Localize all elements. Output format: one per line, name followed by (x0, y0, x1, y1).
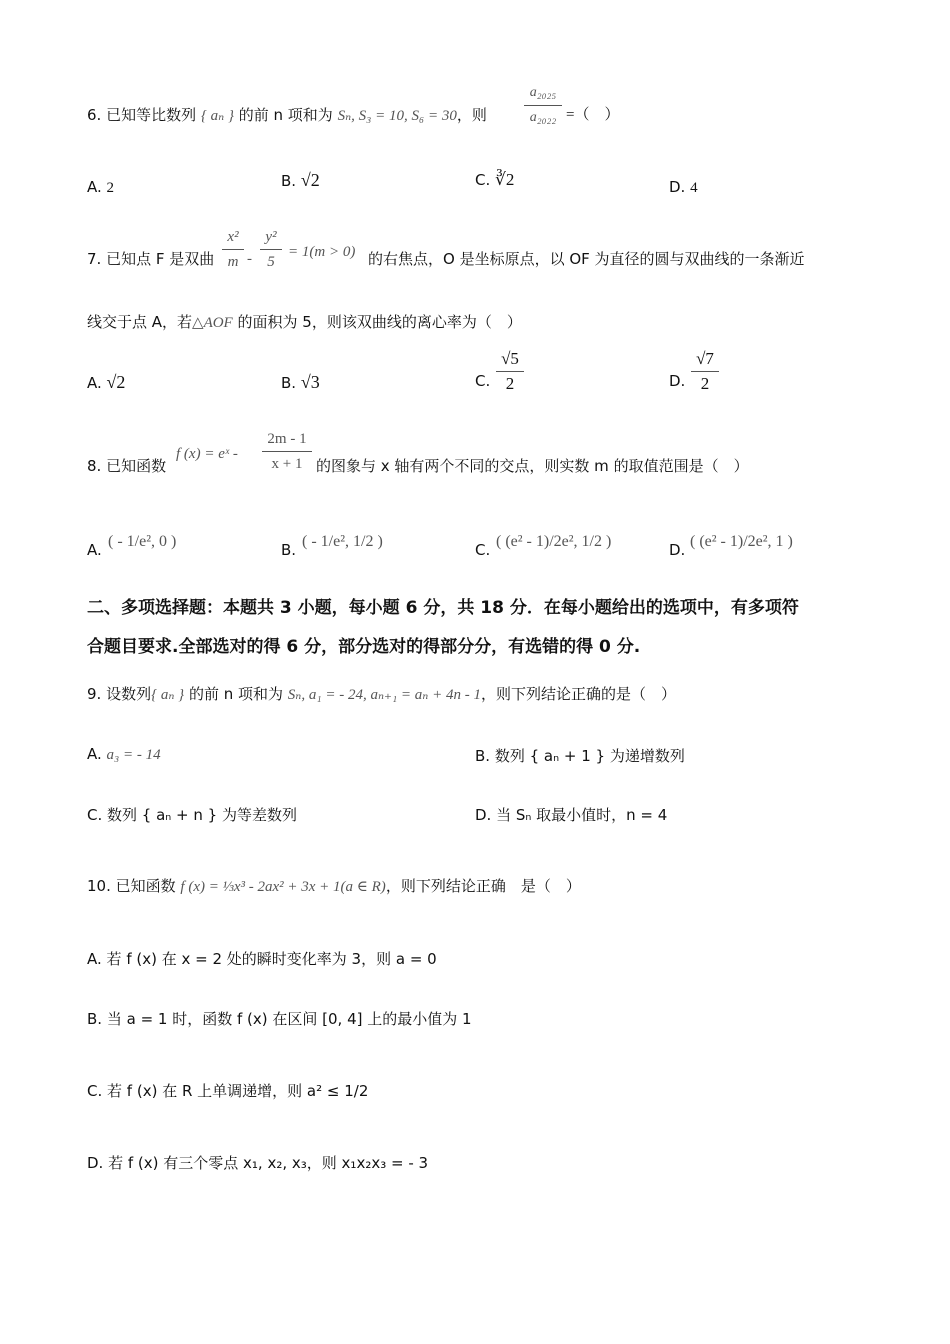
q9-c-label: C. (87, 806, 103, 824)
q7-option-d[interactable] (669, 372, 685, 390)
q8-frac-den: x + 1 (271, 456, 303, 472)
q8-rest: 的图象与 x 轴有两个不同的交点，则实数 m 的取值范围是（ ） (316, 457, 749, 475)
q10-rest: ，则下列结论正确 是（ ） (385, 877, 581, 895)
q10-a-label: A. (87, 950, 102, 968)
q6-mid: 的前 n 项和为 (238, 106, 333, 124)
q7-rest: 的右焦点，O 是坐标原点，以 OF 为直径的圆与双曲线的一条渐近 (368, 250, 805, 268)
q9-b-label: B. (475, 747, 491, 765)
q6-d-label: D. (669, 178, 686, 196)
q9-option-b[interactable] (475, 745, 685, 766)
q7-b-label: B. (281, 374, 297, 392)
q9-d-label: D. (475, 806, 492, 824)
q8-frac (262, 430, 312, 473)
q7-frac-b-num: y² (265, 229, 277, 245)
q8-c-value: ( (e² - 1)/2e², 1/2 ) (496, 533, 612, 550)
q9-a-value: a₃ = - 14 (106, 747, 161, 763)
q9-mid: 的前 n 项和为 (188, 685, 283, 703)
q10-option-b[interactable] (87, 1008, 472, 1029)
q6-frac-bar (524, 105, 562, 106)
q9-cond: Sₙ, a₁ = - 24, aₙ₊₁ = aₙ + 4n - 1 (287, 687, 481, 703)
q10-option-d[interactable] (87, 1152, 428, 1173)
q10-stem (87, 876, 581, 897)
q8-option-b[interactable] (281, 541, 296, 559)
q7-option-b[interactable] (281, 372, 320, 393)
q7-frac-b-bar (260, 249, 282, 250)
q7-c-bar (496, 371, 524, 372)
q9-seq: { aₙ } (151, 687, 185, 703)
q7-c-num: √5 (501, 349, 519, 368)
q8-prefix: 8. 已知函数 (87, 457, 167, 475)
q6-stem (87, 105, 487, 126)
q8-option-d[interactable] (669, 541, 685, 559)
q9-stem (87, 684, 676, 705)
q7-a-value: √2 (106, 372, 126, 392)
q10-d-label: D. (87, 1154, 104, 1172)
q7-frac-a-num: x² (227, 229, 239, 245)
q7-line2 (87, 312, 522, 333)
q6-b-value: √2 (300, 170, 320, 190)
q10-b-value: 当 a = 1 时，函数 f (x) 在区间 [0, 4] 上的最小值为 1 (106, 1010, 472, 1028)
q7-prefix: 7. 已知点 F 是双曲 (87, 250, 215, 268)
q9-rest: ，则下列结论正确的是（ ） (480, 685, 676, 703)
q6-a-label: A. (87, 178, 102, 196)
q8-option-c[interactable] (475, 541, 490, 559)
q9-b-value: 数列 { aₙ + 1 } 为递增数列 (494, 747, 685, 765)
q7-b-value: √3 (300, 372, 320, 392)
q6-frac-den: a₂₀₂₂ (529, 110, 557, 125)
q9-option-a[interactable] (87, 745, 161, 764)
q6-frac-num: a₂₀₂₅ (529, 85, 557, 100)
q10-prefix: 10. 已知函数 (87, 877, 176, 895)
q6-d-value: 4 (690, 180, 698, 196)
q9-a-label: A. (87, 745, 102, 763)
q9-option-c[interactable] (87, 804, 297, 825)
q6-prefix: 6. 已知等比数列 (87, 106, 197, 124)
q6-a-value: 2 (106, 180, 115, 196)
q10-a-value: 若 f (x) 在 x = 2 处的瞬时变化率为 3，则 a = 0 (106, 950, 437, 968)
q9-c-value: 数列 { aₙ + n } 为等差数列 (107, 806, 297, 824)
q8-d-label: D. (669, 541, 686, 559)
q7-tri: △AOF (192, 315, 233, 331)
q7-d-bar (691, 371, 719, 372)
q9-option-d[interactable] (475, 804, 667, 825)
q9-prefix: 9. 设数列 (87, 685, 152, 703)
q6-option-c[interactable] (475, 170, 514, 190)
q8-b-value: ( - 1/e², 1/2 ) (302, 533, 383, 550)
q7-eq-rest: = 1(m > 0) (288, 244, 356, 260)
q8-d-value: ( (e² - 1)/2e², 1 ) (690, 533, 793, 550)
q8-b-label: B. (281, 541, 297, 559)
q6-eq-paren: =（ ） (566, 107, 620, 123)
section2-line2: 合题目要求.全部选对的得 6 分，部分选对的得部分分，有选错的得 0 分. (87, 637, 641, 657)
q7-frac-a (222, 228, 244, 271)
q7-option-c[interactable] (475, 372, 490, 390)
q8-option-a[interactable] (87, 541, 102, 559)
section2-line1: 二、多项选择题：本题共 3 小题，每小题 6 分，共 18 分．在每小题给出的选项中，有多项符 (87, 598, 799, 618)
q8-c-label: C. (475, 541, 491, 559)
q7-frac-b (260, 228, 282, 271)
q7-option-a[interactable] (87, 372, 125, 393)
q6-option-d[interactable] (669, 178, 698, 197)
q10-b-label: B. (87, 1010, 103, 1028)
q6-c-value: ∛2 (495, 170, 515, 189)
q7-c-den: 2 (505, 374, 515, 393)
q10-func: f (x) = ⅓x³ - 2ax² + 3x + 1(a ∈ R) (180, 879, 386, 895)
q9-d-value: 当 Sₙ 取最小值时，n = 4 (496, 806, 668, 824)
q10-d-value: 若 f (x) 有三个零点 x₁, x₂, x₃，则 x₁x₂x₃ = - 3 (108, 1154, 429, 1172)
q7-a-label: A. (87, 374, 102, 392)
q7-line2-a: 线交于点 A，若 (87, 313, 193, 331)
q7-frac-a-bar (222, 249, 244, 250)
q6-b-label: B. (281, 172, 297, 190)
q7-minus: - (247, 251, 252, 267)
q10-c-label: C. (87, 1082, 103, 1100)
q6-seq: { aₙ } (200, 108, 234, 124)
q7-frac-a-den: m (227, 254, 239, 270)
q6-frac (524, 84, 562, 127)
q6-cond: Sₙ, S₃ = 10, S₆ = 30 (337, 108, 457, 124)
q7-d-label: D. (669, 372, 686, 390)
q7-d-den: 2 (700, 374, 710, 393)
q10-c-value: 若 f (x) 在 R 上单调递增，则 a² ≤ 1/2 (107, 1082, 369, 1100)
q7-d-num: √7 (696, 349, 714, 368)
q6-c-label: C. (475, 171, 491, 189)
q8-a-value: ( - 1/e², 0 ) (108, 533, 177, 550)
q7-c-frac (496, 349, 524, 394)
q6-option-b[interactable] (281, 170, 320, 191)
q7-frac-b-den: 5 (267, 254, 275, 270)
q8-a-label: A. (87, 541, 102, 559)
q7-d-frac (691, 349, 719, 394)
q6-option-a[interactable] (87, 178, 114, 197)
q6-then: ，则 (456, 106, 487, 124)
q7-c-label: C. (475, 372, 491, 390)
q8-func: f (x) = eˣ - (176, 446, 238, 462)
q10-option-c[interactable] (87, 1080, 368, 1101)
q10-option-a[interactable] (87, 948, 437, 969)
q8-frac-num: 2m - 1 (267, 431, 307, 447)
q7-line2-b: 的面积为 5，则该双曲线的离心率为（ ） (237, 313, 522, 331)
q8-frac-bar (262, 451, 312, 452)
